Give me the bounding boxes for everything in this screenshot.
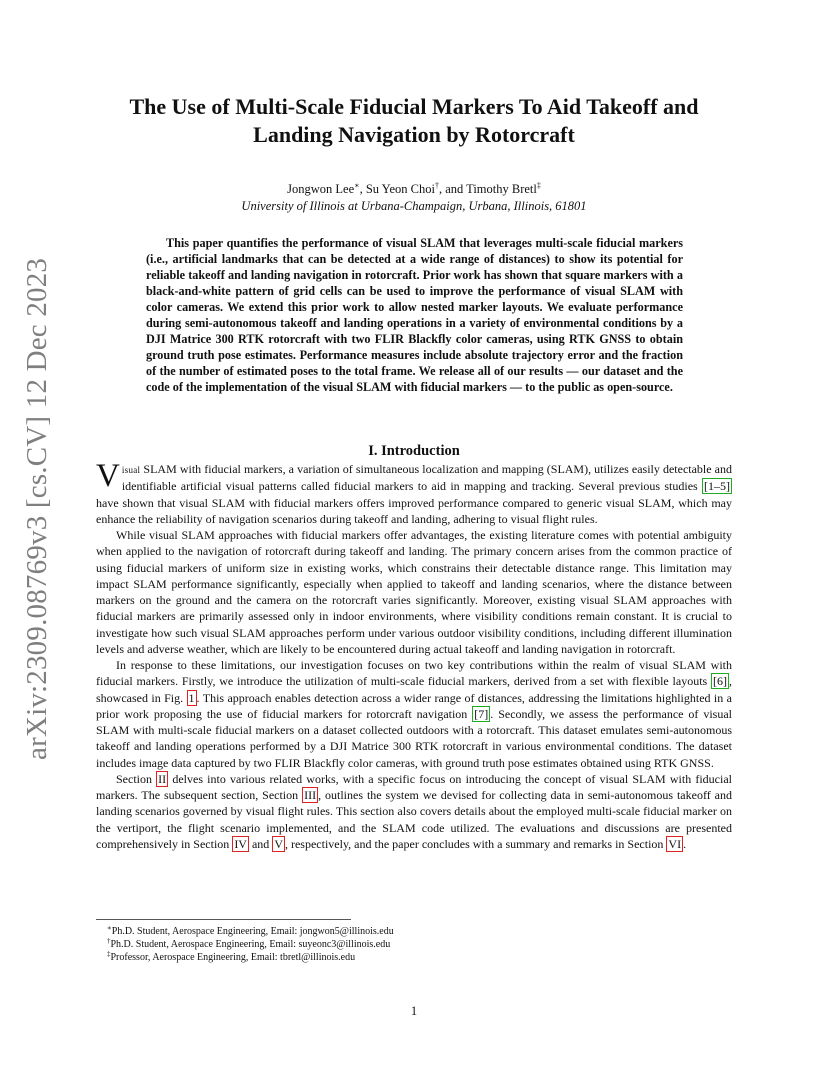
citation-link[interactable]: [1–5] (704, 479, 730, 494)
paragraph-text: Section (116, 771, 157, 786)
footnote-mark[interactable]: ‡ (536, 181, 541, 190)
footnote-text: Ph.D. Student, Aerospace Engineering, Email: suyeonc3@illinois.edu (110, 939, 391, 950)
author-separator: , and (438, 182, 467, 196)
paragraph (96, 458, 732, 527)
paper-title: The Use of Multi-Scale Fiducial Markers To Aid Takeoff and Landing Navigation by Rotorcraft (129, 94, 699, 147)
paragraph-text: , showcased in Fig. (96, 674, 732, 705)
footnote-text: Ph.D. Student, Aerospace Engineering, Email: jongwon5@illinois.edu (111, 926, 394, 937)
section-link[interactable]: III (304, 788, 317, 802)
footnote-mark: † (107, 937, 111, 945)
introduction-body (96, 458, 733, 852)
paragraph-text: In response to these limitations, our investigation focuses on two key contributions within the realm of visual SLAM with fiducial markers. Firstly, we introduce the utilization of multi-scale fiducial markers, derived from a set with flexible layouts (96, 658, 732, 689)
small-caps-text: isual (121, 465, 141, 475)
paragraph-text: , outlines the system we devised for collecting data in semi-autonomous takeoff and landing scenarios governed by visual flight rules. This section also covers details about the employed multi-scale fiducial marker on the vertiport, the flight scenario implemented, and the SLAM code utilized. The evaluations and discussions are presented comprehensively in Section (96, 788, 732, 851)
author-name: Timothy Bretl (466, 182, 537, 196)
drop-cap: V (96, 458, 120, 494)
author-list (96, 181, 732, 197)
paragraph-text: . (683, 836, 687, 851)
paragraph-text: . Secondly, we assess the performance of visual SLAM with multi-scale fiducial markers on a dataset collected outdoors with a rotorcraft. This dataset emulates semi-autonomous takeoff and landing operations performed by a DJI Matrice 300 RTK rotorcraft in various environmental conditions. The dataset includes image data captured by two FLIR Blackfly color cameras, with ground truth pose estimates obtained using RTK GNSS. (96, 706, 733, 770)
section-link[interactable]: V (274, 836, 283, 851)
footnote (107, 951, 707, 964)
paragraph-text: . This approach enables detection across a wider range of distances, addressing the limitations highlighted in a prior work proposing the use of fiducial markers for rotorcraft navigation (96, 690, 732, 721)
section-link[interactable]: VI (668, 836, 682, 851)
section-link[interactable]: II (158, 771, 167, 786)
paragraph: While visual SLAM approaches with fiducial markers offer advantages, the existing literature comes with potential ambiguity when applied to the navigation of rotorcraft during takeoff and landing. The primary concern arises from the common practice of using fiducial markers of uniform size in existing works, which constrains their detectable distance range. This limitation may impact SLAM performance significantly, especially when applied to takeoff and landing scenarios, where the distance between markers on the ground and the camera on the rotorcraft varies significantly. Moreover, existing visual SLAM approaches with fiducial markers are primarily assessed only in indoor environments, where visibility conditions remain constant. It is crucial to investigate how such visual SLAM approaches perform under various outdoor visibility conditions, including different illumination levels and adverse weather, which are likely to be encountered during actual takeoff and landing navigation in rotorcraft. (96, 528, 732, 656)
author-name: Su Yeon Choi (365, 182, 435, 196)
arxiv-identifier-stamp: arXiv:2309.08769v3 [cs.CV] 12 Dec 2023 (21, 257, 53, 760)
paragraph-text: , respectively, and the paper concludes with a summary and remarks in Section (284, 836, 667, 851)
section-link[interactable]: IV (234, 836, 247, 851)
author-affiliation: University of Illinois at Urbana-Champaign, Urbana, Illinois, 61801 (241, 199, 587, 213)
footnotes (107, 925, 707, 964)
footnote-mark[interactable]: † (434, 181, 439, 190)
abstract: This paper quantifies the performance of visual SLAM that leverages multi-scale fiducial markers (i.e., artificial landmarks that can be detected at a wide range of distances) to show its potential for reliable takeoff and landing navigation in rotorcraft. Prior work has shown that square markers with a black-and-white pattern of grid cells can be used to improve the performance of visual SLAM with color cameras. We extend this prior work to allow nested marker layouts. We evaluate performance during semi-autonomous takeoff and landing operations in a variety of environmental conditions by a DJI Matrice 300 RTK rotorcraft with two FLIR Blackfly color cameras, using RTK GNSS to obtain ground truth pose estimates. Performance measures include absolute trajectory error and the fraction of the number of estimated poses to the total frame. We release all of our results — our dataset and the code of the implementation of the visual SLAM with fiducial markers — to the public as open-source. (146, 236, 683, 394)
footnote-divider (96, 919, 351, 920)
author-name: Jongwon Lee (287, 182, 355, 196)
paragraph (96, 657, 732, 771)
footnote-mark: ‡ (107, 950, 111, 958)
paragraph-text: SLAM with fiducial markers, a variation of simultaneous localization and mapping (SLAM), utilizes easily detectable and identifiable artificial visual patterns called fiducial markers to aid in mapping and tracking. Several previous studies (121, 462, 732, 494)
paragraph-text: and (248, 836, 273, 851)
page-number: 1 (410, 1004, 418, 1018)
footnote-text: Professor, Aerospace Engineering, Email: tbretl@illinois.edu (110, 952, 356, 963)
paragraph-text: delves into various related works, with a specific focus on introducing the concept of visual SLAM with fiducial markers. The subsequent section, Section (96, 771, 733, 802)
section-heading-introduction: I. Introduction (368, 443, 460, 459)
footnote-mark: ∗ (107, 924, 112, 932)
author-separator: , (359, 182, 366, 196)
footnote (107, 938, 707, 951)
figure-link[interactable]: 1 (188, 690, 195, 705)
footnote (107, 925, 707, 938)
citation-link[interactable]: [7] (474, 706, 489, 721)
paragraph (96, 771, 732, 852)
citation-link[interactable]: [6] (713, 674, 727, 689)
paragraph-text: have shown that visual SLAM with fiducial markers offers improved performance compared to generic visual SLAM, which may enhance the reliability of navigation scenarios during takeoff and landing, adhering to visual flight rules. (96, 495, 732, 526)
footnote-mark[interactable]: ∗ (354, 181, 360, 190)
